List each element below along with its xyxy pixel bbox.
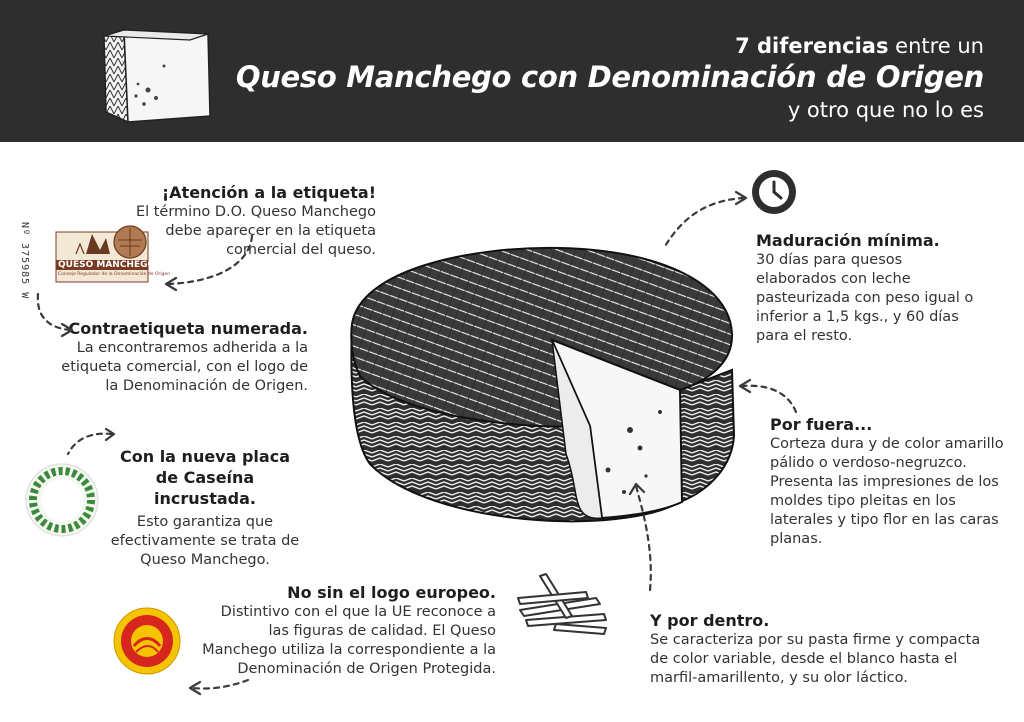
por-dentro-text: Se caracteriza por su pasta firme y compacta de color variable, desde el blanco hasta el marfil-amarillento, y su olor láctico.	[650, 632, 981, 686]
arrow-caseina	[62, 428, 122, 458]
por-fuera-title: Por fuera...	[770, 415, 873, 434]
contraetiqueta-text: La encontraremos adherida a la etiqueta comercial, con el logo de la Denominación de Origen.	[61, 340, 308, 394]
clock-icon	[750, 168, 798, 216]
header-line-3: y otro que no lo es	[787, 98, 984, 122]
caseina-title: Con la nueva placa de Caseína incrustada.	[120, 447, 290, 508]
caseina-text: Esto garantiza que efectivamente se trata de Queso Manchego.	[110, 514, 300, 568]
arrow-maduracion	[660, 190, 750, 250]
cheese-sticks-icon	[516, 568, 616, 638]
logo-europeo-title: No sin el logo europeo.	[287, 583, 496, 602]
cheese-wedge-icon	[98, 26, 214, 128]
casein-plate-icon	[22, 460, 102, 540]
section-por-fuera	[770, 414, 1020, 549]
contraetiqueta-title: Contraetiqueta numerada.	[68, 319, 308, 338]
etiqueta-text: El término D.O. Queso Manchego debe aparecer en la etiqueta comercial del queso.	[135, 204, 376, 258]
label-brand: QUESO MANCHEGO	[58, 260, 156, 270]
section-contraetiqueta	[50, 318, 308, 396]
maduracion-title: Maduración mínima.	[756, 231, 940, 250]
section-logo-europeo	[196, 582, 496, 679]
cheese-wheel-icon	[340, 240, 740, 530]
arrow-logo-europeo	[184, 674, 254, 704]
section-por-dentro	[650, 610, 990, 688]
header-line-1: 7 diferencias entre un	[735, 34, 984, 58]
por-fuera-text: Corteza dura y de color amarillo pálido o verdoso-negruzco. Presenta las impresiones de los moldes tipo pleitas en los laterales y tipo flor en las caras planas.	[770, 436, 1004, 547]
header-title: Queso Manchego con Denominación de Origen	[235, 60, 984, 94]
etiqueta-title: ¡Atención a la etiqueta!	[161, 183, 376, 202]
header-banner	[0, 0, 1024, 142]
por-dentro-title: Y por dentro.	[650, 611, 770, 630]
logo-europeo-text: Distintivo con el que la UE reconoce a las figuras de calidad. El Queso Manchego utiliza la correspondiente a la Denominación de Origen Protegida.	[202, 604, 496, 677]
arrow-contraetiqueta	[32, 292, 82, 342]
section-caseina	[108, 446, 302, 570]
label-subtitle: Consejo Regulador de la Denominación de Origen	[58, 272, 171, 277]
eu-pdo-logo-icon	[112, 606, 182, 676]
arrow-etiqueta	[150, 232, 260, 292]
label-serial: Nº 375985 W	[19, 222, 30, 300]
section-maduracion	[756, 230, 976, 346]
maduracion-text: 30 días para quesos elaborados con leche pasteurizada con peso igual o inferior a 1,5 kgs., y 60 días para el resto.	[756, 252, 974, 344]
arrow-por-dentro	[620, 478, 660, 598]
